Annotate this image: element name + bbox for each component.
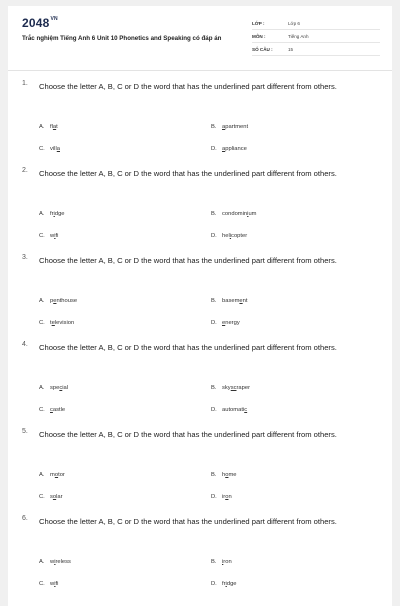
option-letter: C. [39,146,45,152]
answer-option[interactable] [211,124,248,130]
option-letter: C. [39,407,45,413]
option-underlined-part: sc [230,385,237,391]
option-word-start: fr [222,581,226,587]
answer-option[interactable] [211,581,237,587]
question-text: Choose the letter A, B, C or D the word that has the underlined part different from others. [39,169,337,178]
option-word-end: ron [223,559,232,565]
option-letter: D. [211,320,217,326]
option-word-start: fl [50,124,53,130]
answer-option[interactable] [211,494,232,500]
option-letter: D. [211,494,217,500]
option-word-start: sky [222,385,231,391]
option-word-end: reless [55,559,71,565]
logo-text: 2048 [22,16,50,30]
option-letter: A. [39,385,45,391]
meta-key: SỐ CÂU : [252,47,273,52]
answer-option[interactable] [39,320,74,326]
logo-suffix: VN [50,16,58,22]
answer-option[interactable] [39,559,71,565]
option-letter: B. [211,298,217,304]
option-letter: C. [39,581,45,587]
option-underlined-part: c [59,385,63,391]
option-word-end: lar [56,494,63,500]
page-header [8,6,392,68]
option-letter: B. [211,385,217,391]
answer-option[interactable] [211,298,247,304]
option-word-start: w [50,233,55,239]
option-word-start: hel [222,233,230,239]
option-word-start: t [50,320,52,326]
option-letter: D. [211,233,217,239]
option-letter: A. [39,472,45,478]
option-underlined-part: e [53,298,57,304]
option-word-end: ial [62,385,69,391]
answer-option[interactable] [39,146,60,152]
option-letter: D. [211,581,217,587]
option-word-end: nt [242,298,248,304]
question-text: Choose the letter A, B, C or D the word that has the underlined part different from others. [39,82,337,91]
answer-option[interactable] [211,233,247,239]
meta-row-count [252,43,380,56]
meta-key: LỚP : [252,21,265,26]
answer-option[interactable] [39,581,58,587]
option-word-end: raper [236,385,251,391]
option-underlined-part: a [52,124,57,130]
option-word-start: spe [50,385,60,391]
option-underlined-part: i [54,559,56,565]
option-word-start: h [222,472,226,478]
option-underlined-part: c [50,407,53,413]
question-4 [8,341,392,427]
option-word-start: p [50,298,54,304]
meta-value: Tiếng Anh [288,34,309,39]
question-number: 5. [22,428,28,435]
option-word-end: partment [225,124,249,130]
question-6 [8,515,392,601]
option-underlined-part: c [244,407,248,413]
option-underlined-part: i [53,211,55,217]
answer-option[interactable] [39,494,63,500]
meta-row-class [252,17,380,30]
question-1 [8,80,392,166]
option-letter: C. [39,233,45,239]
header-divider [8,70,392,71]
option-underlined-part: o [54,472,59,478]
option-word-start: w [50,559,55,565]
question-number: 2. [22,167,28,174]
page-title: Trắc nghiệm Tiếng Anh 6 Unit 10 Phonetics and Speaking có đáp án [22,35,222,42]
option-letter: C. [39,494,45,500]
option-underlined-part: o [225,494,229,500]
option-underlined-part: a [56,146,60,152]
question-2 [8,167,392,253]
answer-option[interactable] [211,385,250,391]
option-word-start: condomin [222,211,248,217]
answer-option[interactable] [211,146,247,152]
question-number: 3. [22,254,28,261]
option-letter: A. [39,211,45,217]
meta-row-subject [252,30,380,43]
option-word-start: w [50,581,55,587]
exam-meta [252,17,380,56]
option-underlined-part: e [222,320,226,326]
answer-option[interactable] [211,472,237,478]
option-underlined-part: i [225,581,227,587]
meta-value: Lớp 6 [288,21,300,26]
option-underlined-part: o [225,472,229,478]
option-word-start: fr [50,211,54,217]
option-word-end: dge [226,581,237,587]
option-word-end: um [248,211,257,217]
question-text: Choose the letter A, B, C or D the word that has the underlined part different from others. [39,517,337,526]
answer-option[interactable] [211,559,232,565]
option-word-start: automati [222,407,245,413]
question-number: 1. [22,80,28,87]
option-letter: A. [39,124,45,130]
option-letter: B. [211,559,217,565]
option-letter: B. [211,472,217,478]
option-word-end: levision [54,320,75,326]
option-underlined-part: i [54,581,56,587]
option-word-end: nthouse [56,298,78,304]
option-word-end: astle [52,407,66,413]
answer-option[interactable] [39,124,58,130]
option-letter: B. [211,211,217,217]
option-word-start: vill [50,146,57,152]
option-underlined-part: e [239,298,243,304]
question-5 [8,428,392,514]
option-letter: B. [211,124,217,130]
option-word-end: ppliance [225,146,247,152]
option-word-end: nergy [225,320,240,326]
option-underlined-part: a [222,146,226,152]
site-logo[interactable] [22,16,58,30]
answer-option[interactable] [211,320,240,326]
option-letter: A. [39,298,45,304]
question-3 [8,254,392,340]
option-word-end: me [228,472,237,478]
answer-option[interactable] [39,233,58,239]
option-word-end: n [228,494,232,500]
option-word-end: tor [58,472,65,478]
option-word-end: dge [54,211,65,217]
option-underlined-part: i [222,559,224,565]
option-word-end: fi [55,233,59,239]
meta-key: MÔN : [252,34,266,39]
option-underlined-part: a [222,124,226,130]
answer-option[interactable] [39,407,65,413]
option-word-start: basem [222,298,240,304]
meta-value: 15 [288,47,294,52]
answer-option[interactable] [211,211,257,217]
option-underlined-part: e [51,320,55,326]
option-word-start: m [50,472,55,478]
answer-option[interactable] [211,407,247,413]
answer-option[interactable] [39,385,68,391]
option-letter: C. [39,320,45,326]
option-underlined-part: o [52,494,57,500]
answer-option[interactable] [39,298,77,304]
question-number: 4. [22,341,28,348]
option-underlined-part: i [247,211,249,217]
option-word-start: s [50,494,53,500]
question-text: Choose the letter A, B, C or D the word that has the underlined part different from others. [39,430,337,439]
question-text: Choose the letter A, B, C or D the word that has the underlined part different from others. [39,256,337,265]
option-underlined-part: i [54,233,56,239]
exam-page [8,6,392,606]
question-number: 6. [22,515,28,522]
option-underlined-part: i [229,233,232,239]
answer-option[interactable] [39,472,65,478]
answer-option[interactable] [39,211,65,217]
option-word-start: ir [222,494,226,500]
option-letter: D. [211,146,217,152]
option-word-end: fi [55,581,59,587]
option-word-end: t [56,124,58,130]
option-letter: D. [211,407,217,413]
question-text: Choose the letter A, B, C or D the word that has the underlined part different from others. [39,343,337,352]
option-word-end: copter [231,233,248,239]
option-letter: A. [39,559,45,565]
